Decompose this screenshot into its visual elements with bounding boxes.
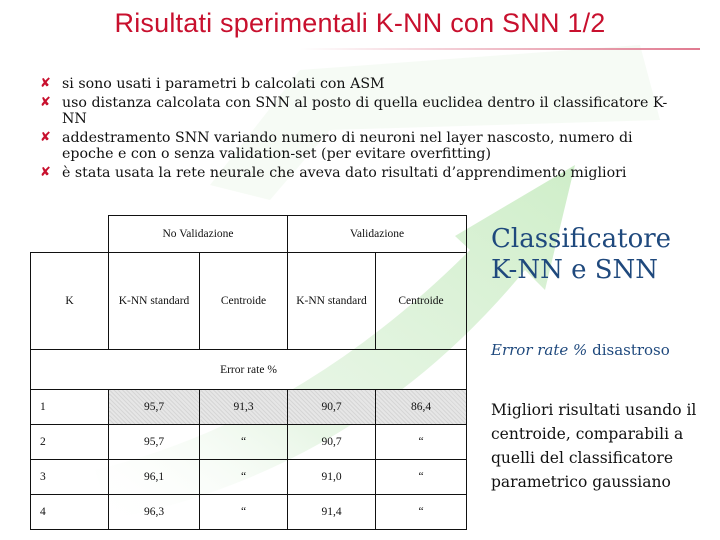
- error-rate-row: [31, 350, 467, 390]
- bullet-text: addestramento SNN variando numero di neuroni nel layer nascosto, numero di epoche e con o senza validation-set (per evitare overfitting): [62, 129, 633, 162]
- cross-mark-icon: ✘: [40, 129, 51, 145]
- cross-mark-icon: ✘: [40, 164, 51, 180]
- validation-header: Validazione: [288, 216, 467, 253]
- validation-knn-cell: 90,7: [288, 390, 376, 425]
- error-rate-label: Error rate %: [491, 341, 588, 359]
- k-value-cell: 2: [31, 425, 109, 460]
- table-header-row: [31, 216, 467, 253]
- validation-centroid-cell: 86,4: [376, 390, 467, 425]
- no-validation-centroid-cell: “: [200, 460, 288, 495]
- bullet-text: è stata usata la rete neurale che aveva dato risultati d’apprendimento migliori: [62, 164, 627, 181]
- error-rate-note: [491, 341, 670, 359]
- bullet-item: [42, 165, 672, 182]
- centroid-header: Centroide: [376, 253, 467, 350]
- error-rate-header: Error rate %: [31, 350, 467, 390]
- bullet-text: uso distanza calcolata con SNN al posto di quella euclidea dentro il classificatore K-NN: [62, 94, 668, 127]
- validation-centroid-cell: “: [376, 425, 467, 460]
- bullet-item: [42, 95, 672, 128]
- k-value-cell: 3: [31, 460, 109, 495]
- table-row: [31, 495, 467, 530]
- no-validation-centroid-cell: “: [200, 495, 288, 530]
- cross-mark-icon: ✘: [40, 94, 51, 110]
- error-rate-verdict: disastroso: [592, 341, 670, 359]
- validation-knn-cell: 91,0: [288, 460, 376, 495]
- no-validation-centroid-cell: “: [200, 425, 288, 460]
- validation-centroid-cell: “: [376, 460, 467, 495]
- validation-centroid-cell: “: [376, 495, 467, 530]
- cross-mark-icon: ✘: [40, 76, 51, 91]
- no-validation-centroid-cell: 91,3: [200, 390, 288, 425]
- bullet-item: [42, 76, 672, 93]
- bullet-text: si sono usati i parametri b calcolati con ASM: [62, 76, 385, 92]
- no-validation-header: No Validazione: [109, 216, 288, 253]
- table-row: [31, 425, 467, 460]
- validation-knn-cell: 91,4: [288, 495, 376, 530]
- knn-standard-header: K-NN standard: [109, 253, 200, 350]
- knn-standard-header: K-NN standard: [288, 253, 376, 350]
- table-subheader-row: [31, 253, 467, 350]
- bullet-list: [42, 76, 672, 183]
- title-underline: [300, 48, 700, 50]
- table-row: [31, 390, 467, 425]
- no-validation-knn-cell: 95,7: [109, 425, 200, 460]
- best-results-note: Migliori risultati usando il centroide, comparabili a quelli del classificatore parametrico gaussiano: [491, 401, 697, 491]
- results-table: [30, 215, 467, 530]
- classifier-title: Classificatore K-NN e SNN: [491, 224, 672, 285]
- centroid-header: Centroide: [200, 253, 288, 350]
- no-validation-knn-cell: 96,1: [109, 460, 200, 495]
- no-validation-knn-cell: 96,3: [109, 495, 200, 530]
- validation-knn-cell: 90,7: [288, 425, 376, 460]
- no-validation-knn-cell: 95,7: [109, 390, 200, 425]
- k-value-cell: 1: [31, 390, 109, 425]
- slide-title: Risultati sperimentali K-NN con SNN 1/2: [114, 8, 606, 38]
- k-header: K: [31, 253, 109, 350]
- table-corner-cell: [31, 216, 109, 253]
- bullet-item: [42, 130, 672, 163]
- table-row: [31, 460, 467, 495]
- k-value-cell: 4: [31, 495, 109, 530]
